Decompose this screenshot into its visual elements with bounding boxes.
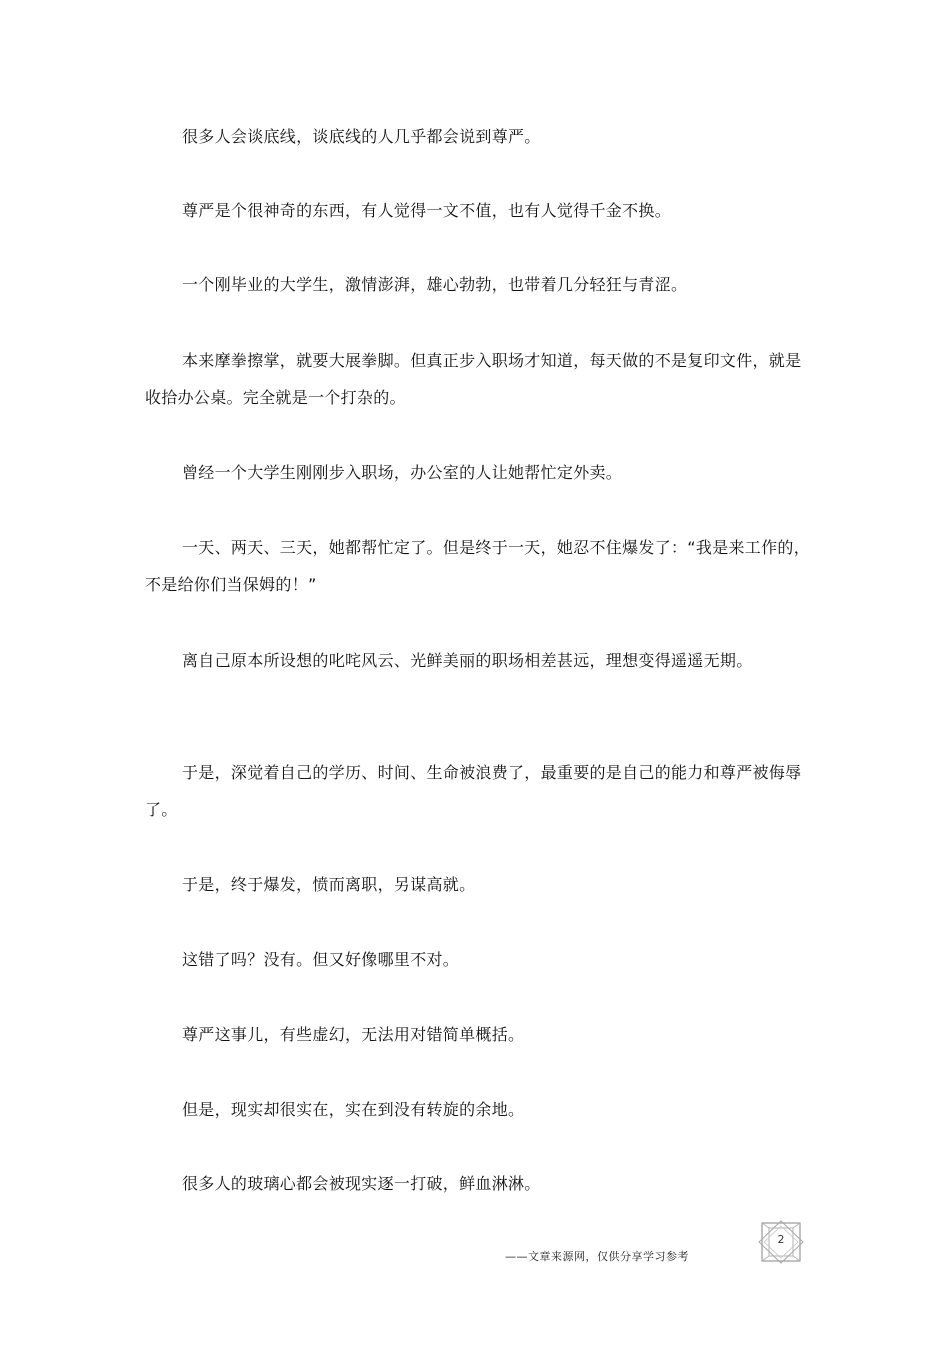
paragraph-7: 离自己原本所设想的叱咤风云、光鲜美丽的职场相差甚远，理想变得遥遥无期。 xyxy=(182,651,753,670)
paragraph-6: 一天、两天、三天，她都帮忙定了。但是终于一天，她忍不住爆发了：“我是来工作的，不是给你们当保姆的！” xyxy=(145,538,810,594)
footer-source-text: ——文章来源网，仅供分享学习参考 xyxy=(505,1250,689,1263)
page-number-badge xyxy=(756,1220,806,1264)
paragraph-10: 这错了吗？没有。但又好像哪里不对。 xyxy=(182,950,460,969)
paragraph-5: 曾经一个大学生刚刚步入职场，办公室的人让她帮忙定外卖。 xyxy=(182,463,623,482)
paragraph-13: 很多人的玻璃心都会被现实逐一打破，鲜血淋淋。 xyxy=(182,1174,541,1193)
paragraph-4: 本来摩拳擦掌，就要大展拳脚。但真正步入职场才知道，每天做的不是复印文件，就是收拾办公桌。完全就是一个打杂的。 xyxy=(145,351,802,407)
paragraph-1: 很多人会谈底线，谈底线的人几乎都会说到尊严。 xyxy=(182,127,541,146)
page-number: 2 xyxy=(777,1233,785,1246)
paragraph-2: 尊严是个很神奇的东西，有人觉得一文不值，也有人觉得千金不换。 xyxy=(182,201,672,220)
paragraph-8: 于是，深觉着自己的学历、时间、生命被浪费了，最重要的是自己的能力和尊严被侮辱了。 xyxy=(145,763,802,819)
paragraph-12: 但是，现实却很实在，实在到没有转旋的余地。 xyxy=(182,1100,525,1119)
paragraph-11: 尊严这事儿，有些虚幻，无法用对错简单概括。 xyxy=(182,1025,525,1044)
paragraph-3: 一个刚毕业的大学生，激情澎湃，雄心勃勃，也带着几分轻狂与青涩。 xyxy=(182,275,688,294)
paragraph-9: 于是，终于爆发，愤而离职，另谋高就。 xyxy=(182,875,476,894)
